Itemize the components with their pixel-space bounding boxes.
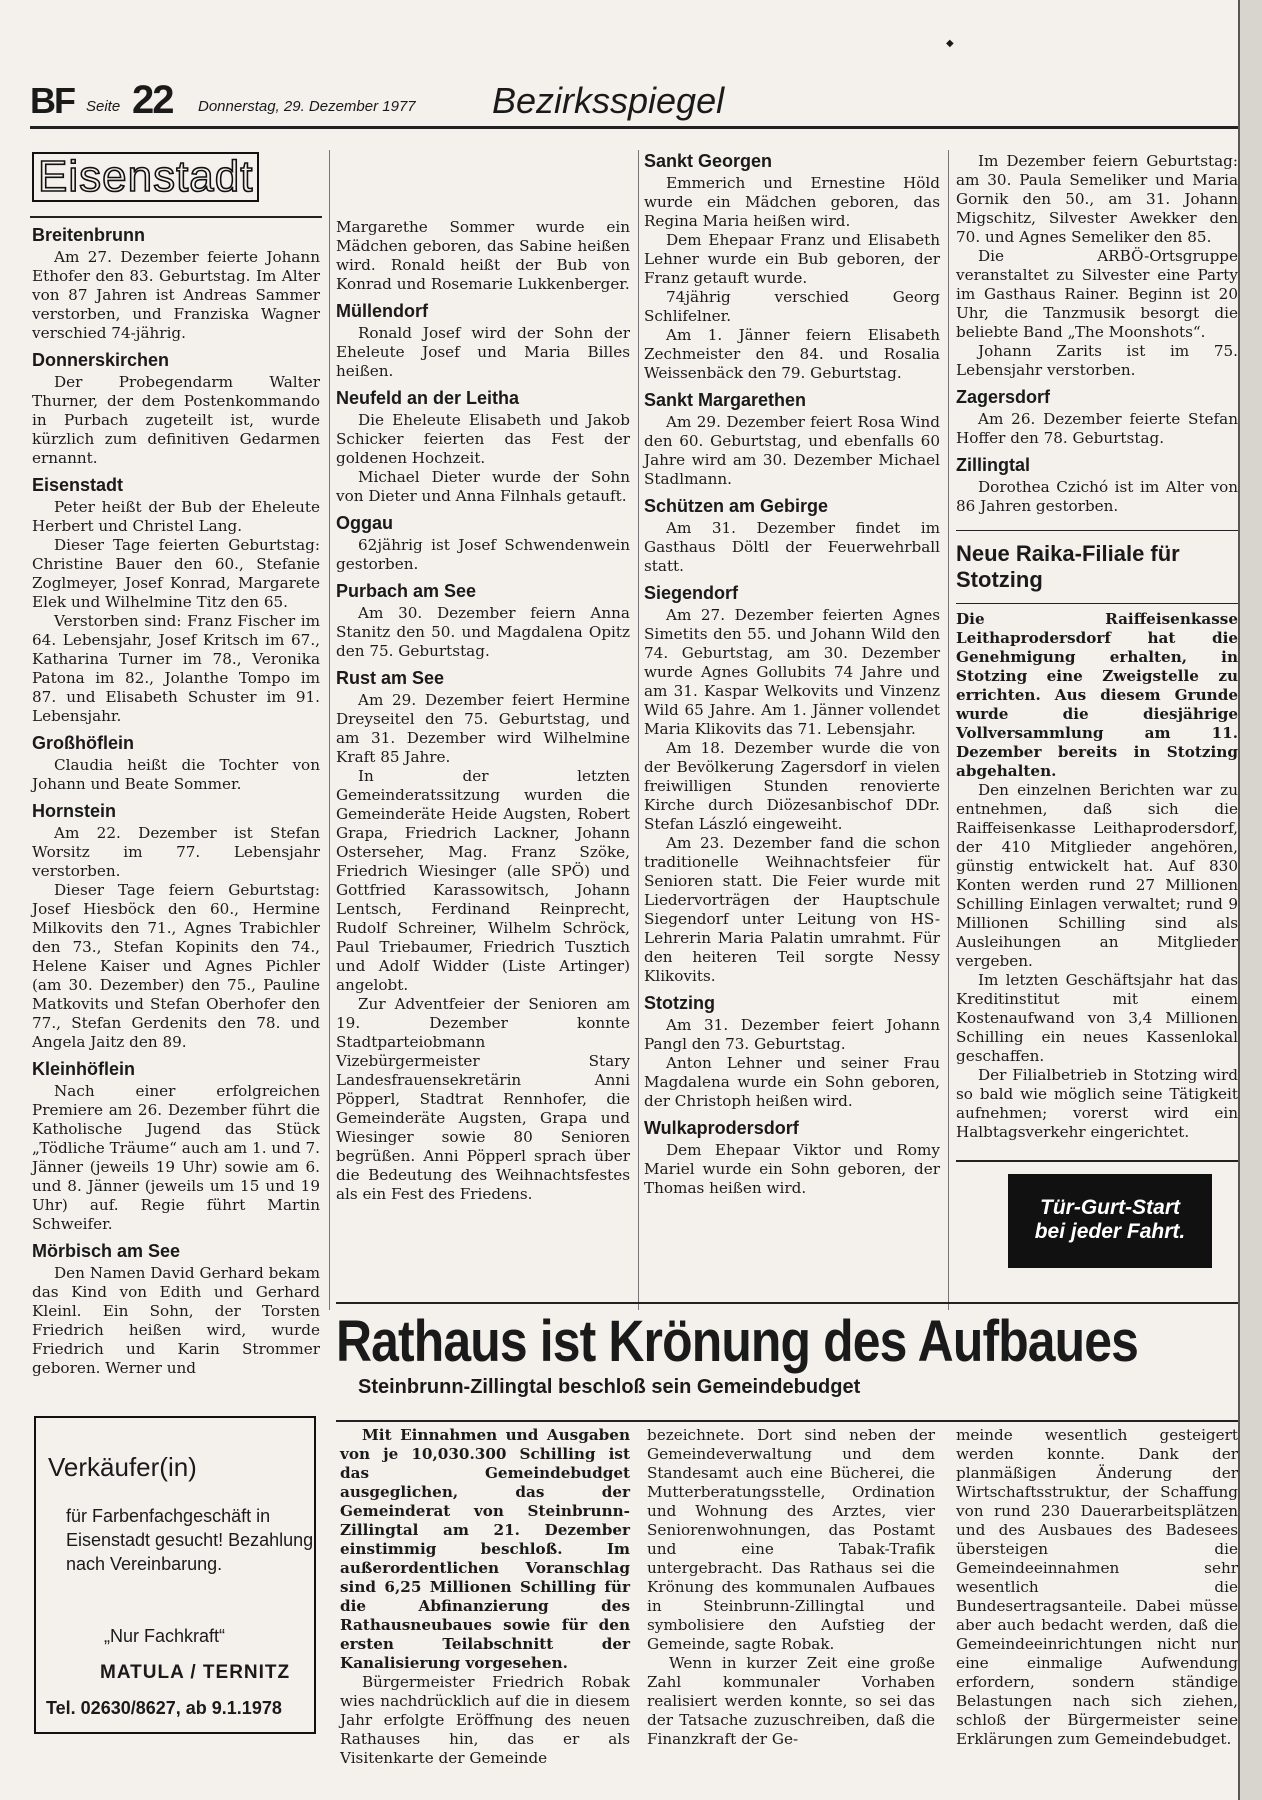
rathaus-paragraph: Bürgermeister Friedrich Robak wies nachdrücklich auf die in diesem Jahr erfolgte Eröffnung des neuen Rathauses hin, das er als Visitenkarte der Gemeinde	[340, 1673, 630, 1767]
col1-top-rule	[30, 216, 322, 218]
col-divider-1	[329, 150, 330, 1310]
news-paragraph: Am 30. Dezember feiern Anna Stanitz den 50. und Magdalena Opitz den 75. Geburtstag.	[336, 604, 630, 660]
raika-paragraph: Der Filialbetrieb in Stotzing wird so bald wie möglich seine Tätigkeit aufnehmen; vorerst wird ein Halbtagsverkehr eingerichtet.	[956, 1066, 1238, 1141]
news-paragraph: Nach einer erfolgreichen Premiere am 26. Dezember führt die Katholische Jugend das Stück „Tödliche Träume“ auch am 1. und 7. Jänner (jeweils 19 Uhr) sowie am 6. und 8. Jänner (jeweils um 15 und 19 Uhr) auf. Regie führt Martin Schweifer.	[32, 1082, 320, 1233]
news-paragraph: Den Namen David Gerhard bekam das Kind von Edith und Gerhard Kleinl. Ein Sohn, der Torsten Friedrich heißen wird, wurde Friedrich und Karin Strommer geboren. Werner und	[32, 1264, 320, 1377]
rathaus-lead: Mit Einnahmen und Ausgaben von je 10,030.300 Schilling ist das Gemeindebudget ausgeglichen, das der Gemeinderat von Steinbrunn-Zillingtal am 21. Dezember einstimmig beschloß. Im außerordentlichen Voranschlag sind 6,25 Millionen Schilling für die Abfinanzierung des Rathausneubaues sowie für den ersten Teilabschnitt der Kanalisierung vorgesehen.	[340, 1426, 630, 1672]
town-heading: Mörbisch am See	[32, 1241, 181, 1261]
news-paragraph: Peter heißt der Bub der Eheleute Herbert und Christel Lang.	[32, 498, 320, 535]
section-title: Bezirksspiegel	[492, 80, 725, 121]
column-2	[336, 218, 630, 1204]
town-heading: Zillingtal	[956, 455, 1030, 475]
news-paragraph: Am 22. Dezember ist Stefan Worsitz im 77. Lebensjahr verstorben.	[32, 824, 320, 880]
town-heading: Neufeld an der Leitha	[336, 388, 520, 408]
news-paragraph: Claudia heißt die Tochter von Johann und Beate Sommer.	[32, 756, 320, 793]
seatbelt-ad	[1008, 1174, 1212, 1268]
news-paragraph: Am 31. Dezember findet im Gasthaus Döltl der Feuerwehrball statt.	[644, 519, 940, 575]
news-paragraph: Der Probegendarm Walter Thurner, der dem Postenkommando in Purbach zugeteilt ist, wurde kürzlich zum definitiven Gedarmen ernannt.	[32, 373, 320, 467]
news-paragraph: 62jährig ist Josef Schwendenwein gestorben.	[336, 536, 630, 573]
town-heading: Schützen am Gebirge	[644, 496, 829, 516]
page-number: 22	[132, 78, 173, 122]
news-paragraph: Ronald Josef wird der Sohn der Eheleute Josef und Maria Billes heißen.	[336, 324, 630, 380]
news-paragraph: Anton Lehner und seiner Frau Magdalena wurde ein Sohn geboren, der Christoph heißen wird.	[644, 1054, 940, 1110]
news-paragraph: Im Dezember feiern Geburtstag: am 30. Paula Semeliker und Maria Gornik den 50., am 31. Johann Migschitz, Silvester Awekker den 70. und Agnes Semeliker den 85.	[956, 152, 1238, 246]
news-paragraph: Verstorben sind: Franz Fischer im 64. Lebensjahr, Josef Kritsch im 67., Katharina Turner im 78., Veronika Patona im 82., Jolanthe Tompo im 87. und Elisabeth Schuster im 91. Lebensjahr.	[32, 612, 320, 725]
news-paragraph: Die ARBÖ-Ortsgruppe veranstaltet zu Silvester eine Party im Gasthaus Rainer. Beginn ist 20 Uhr, die Tanzmusik besorgt die beliebte Band „The Moonshots“.	[956, 247, 1238, 341]
job-ad-quote: „Nur Fachkraft“	[104, 1626, 226, 1646]
rathaus-paragraph: bezeichnete. Dort sind neben der Gemeindeverwaltung und dem Standesamt auch eine Bücherei, die Mutterberatungsstelle, Ordination und Wohnung des Arztes, vier Seniorenwohnungen, das Postamt und eine Tabak-Trafik untergebracht. Das Rathaus sei die Krönung des kommunalen Aufbaues in Steinbrunn-Zillingtal und symbolisiere den Aufstieg der Gemeinde, sagte Robak.	[647, 1426, 935, 1653]
job-ad-phone: Tel. 02630/8627, ab 9.1.1978	[46, 1698, 282, 1718]
town-heading: Müllendorf	[336, 301, 428, 321]
town-heading: Kleinhöflein	[32, 1059, 135, 1079]
headline-top-rule	[336, 1302, 1238, 1304]
masthead-seite-label: Seite	[86, 98, 121, 115]
rathaus-column-1	[340, 1426, 630, 1768]
job-ad-body: für Farbenfachgeschäft in Eisenstadt gesucht! Bezahlung nach Vereinbarung.	[66, 1506, 314, 1574]
news-paragraph: Am 27. Dezember feierten Agnes Simetits den 55. und Johann Wild den 74. Geburtstag, am 30. Dezember wurde Agnes Gollubits 74 Jahre und am 31. Kaspar Welkovits und Vinzenz Wild 65 Jahre. Am 1. Jänner vollendet Maria Klikovits das 71. Lebensjahr.	[644, 606, 940, 738]
page-edge	[1240, 0, 1262, 1800]
news-paragraph: Am 31. Dezember feiert Johann Pangl den 73. Geburtstag.	[644, 1016, 940, 1053]
news-paragraph: Emmerich und Ernestine Höld wurde ein Mädchen geboren, das Regina Maria heißen wird.	[644, 174, 940, 230]
subhead-rule	[336, 1420, 1238, 1422]
job-ad-company: MATULA / TERNITZ	[100, 1662, 291, 1683]
town-heading: Donnerskirchen	[32, 350, 170, 370]
column-3	[644, 150, 940, 1198]
rathaus-paragraph: meinde wesentlich gesteigert werden konnte. Dank der planmäßigen Änderung der Wirtschaftsstruktur, der Schaffung von rund 230 Dauerarbeitsplätzen und des Ausbaues des Badesees übersteigen die Gemeindeeinnahmen sehr wesentlich die Bundesertragsanteile. Dabei müsse aber auch bedacht werden, daß die Gemeindeeinrichtungen nicht nur eine einmalige Aufwendung erfordern, sondern ständige Belastungen nach sich ziehen, schloß der Bürgermeister seine Erklärungen zum Gemeindebudget.	[956, 1426, 1238, 1748]
news-paragraph: Am 23. Dezember fand die schon traditionelle Weihnachtsfeier für Senioren statt. Die Feier wurde mit Liedervorträgen der Hauptschule Siegendorf unter Leitung von HS-Lehrerin Maria Palatin umrahmt. Für den heiteren Teil sorgte Nessy Klikovits.	[644, 834, 940, 985]
job-ad-title: Verkäufer(in)	[48, 1452, 197, 1482]
town-heading: Rust am See	[336, 668, 445, 688]
masthead-rule	[30, 126, 1240, 129]
news-paragraph: Zur Adventfeier der Senioren am 19. Dezember konnte Stadtparteiobmann Vizebürgermeister Stary Landesfrauensekretärin Anni Pöpperl, Stadtrat Rennhofer, die Gemeinderäte Augsten, Grapa und Wiesinger sowie 80 Senioren begrüßen. Anni Pöpperl sprach über die Bedeutung des Weihnachtsfestes als ein Fest des Friedens.	[336, 995, 630, 1203]
news-paragraph: Am 18. Dezember wurde die von der Bevölkerung Zagersdorf in vielen freiwilligen Stunden renovierte Kirche durch Diözesanbischof DDr. Stefan László eingeweiht.	[644, 739, 940, 833]
news-paragraph: Dieser Tage feiern Geburtstag: Josef Hiesböck den 60., Hermine Milkovits den 71., Agnes Trabichler den 73., Stefan Kopinits den 74., Helene Kaiser und Agnes Pichler (am 30. Dezember) den 75., Pauline Matkovits und Stefan Oberhofer den 77., Stefan Gerdenits den 78. und Angela Jaitz den 89.	[32, 881, 320, 1051]
town-heading: Breitenbrunn	[32, 225, 146, 245]
news-paragraph: Dorothea Czichó ist im Alter von 86 Jahren gestorben.	[956, 478, 1238, 515]
job-ad	[34, 1416, 316, 1734]
column-4	[956, 152, 1238, 1142]
rathaus-subheadline: Steinbrunn-Zillingtal beschloß sein Gemeindebudget	[358, 1376, 861, 1398]
news-paragraph: Dem Ehepaar Viktor und Romy Mariel wurde ein Sohn geboren, der Thomas heißen wird.	[644, 1141, 940, 1197]
news-paragraph: Die Eheleute Elisabeth und Jakob Schicker feierten das Fest der goldenen Hochzeit.	[336, 411, 630, 467]
town-heading: Sankt Georgen	[644, 151, 773, 171]
rathaus-headline: Rathaus ist Krönung des Aufbaues	[336, 1309, 1139, 1374]
raika-paragraph: Den einzelnen Berichten war zu entnehmen, daß sich die Raiffeisenkasse Leithaprodersdorf, der 410 Mitglieder angehören, günstig entwickelt hat. Auf 830 Konten werden rund 27 Millionen Schilling Einlagen verwaltet; rund 9 Millionen Schilling sind als Ausleihungen an Mitglieder vergeben.	[956, 781, 1238, 970]
town-heading: Siegendorf	[644, 583, 739, 603]
ad-top-rule	[956, 1160, 1238, 1162]
raika-lead: Die Raiffeisenkasse Leithaprodersdorf hat die Genehmigung erhalten, in Stotzing eine Zweigstelle zu errichten. Aus diesem Grunde wurde die diesjährige Vollversammlung am 11. Dezember bereits in Stotzing abgehalten.	[956, 610, 1238, 780]
news-paragraph: Am 29. Dezember feiert Rosa Wind den 60. Geburtstag, und ebenfalls 60 Jahre wird am 30. Dezember Michael Stadlmann.	[644, 413, 940, 488]
news-paragraph: Am 29. Dezember feiert Hermine Dreyseitel den 75. Geburtstag, und am 31. Dezember wird Wilhelmine Kraft 85 Jahre.	[336, 691, 630, 766]
masthead-logo: BF	[30, 80, 74, 121]
town-heading: Oggau	[336, 513, 393, 533]
seatbelt-ad-line2: bei jeder Fahrt.	[1034, 1220, 1186, 1243]
rathaus-paragraph: Wenn in kurzer Zeit eine große Zahl kommunaler Vorhaben realisiert werden konnte, so sei das der Tatsache zuzuschreiben, daß die Finanzkraft der Ge-	[647, 1654, 935, 1748]
town-heading: Eisenstadt	[32, 475, 124, 495]
col-divider-2	[638, 150, 639, 1310]
print-dot: ◆	[946, 38, 954, 49]
news-paragraph: Johann Zarits ist im 75. Lebensjahr verstorben.	[956, 342, 1238, 379]
news-paragraph: Dem Ehepaar Franz und Elisabeth Lehner wurde ein Bub geboren, der Franz getauft wurde.	[644, 231, 940, 287]
news-paragraph: In der letzten Gemeinderatssitzung wurden die Gemeinderäte Heide Augsten, Robert Grapa, Friedrich Lackner, Johann Osterseher, Mag. Franz Szöke, Friedrich Wiesinger (alle SPÖ) und Gottfried Karassowitsch, Johann Lentsch, Ferdinand Reinprecht, Rudolf Schreiner, Wilhelm Schröck, Paul Triebaumer, Friedrich Tusztich und Adolf Widder (Liste Artinger) angelobt.	[336, 767, 630, 994]
town-heading: Purbach am See	[336, 581, 477, 601]
masthead-date: Donnerstag, 29. Dezember 1977	[198, 98, 416, 115]
news-paragraph: Am 1. Jänner feiern Elisabeth Zechmeister den 84. und Rosalia Weissenbäck den 79. Geburtstag.	[644, 326, 940, 382]
town-heading: Großhöflein	[32, 733, 134, 753]
raika-article	[956, 530, 1238, 1142]
col-divider-3	[948, 150, 949, 1310]
rathaus-column-2	[647, 1426, 935, 1749]
raika-headline: Neue Raika-Filiale für Stotzing	[956, 541, 1180, 592]
town-heading: Wulkaprodersdorf	[644, 1118, 799, 1138]
town-heading: Hornstein	[32, 801, 117, 821]
eisenstadt-title: Eisenstadt	[32, 152, 259, 202]
news-paragraph: Michael Dieter wurde der Sohn von Dieter und Anna Filnhals getauft.	[336, 468, 630, 505]
news-paragraph: Am 26. Dezember feierte Stefan Hoffer den 78. Geburtstag.	[956, 410, 1238, 447]
raika-paragraph: Im letzten Geschäftsjahr hat das Kreditinstitut mit einem Kostenaufwand von 3,4 Millionen Schilling ein neues Kassenlokal geschaffen.	[956, 971, 1238, 1065]
seatbelt-ad-line1: Tür-Gurt-Start	[1040, 1196, 1180, 1219]
column-1	[32, 224, 320, 1378]
news-paragraph: Margarethe Sommer wurde ein Mädchen geboren, das Sabine heißen wird. Ronald heißt der Bub von Konrad und Rosemarie Lukkenberger.	[336, 218, 630, 293]
news-paragraph: 74jährig verschied Georg Schlifelner.	[644, 288, 940, 325]
news-paragraph: Dieser Tage feierten Geburtstag: Christine Bauer den 60., Stefanie Zoglmeyer, Josef Konrad, Margarete Elek und Wilhelmine Titz den 65.	[32, 536, 320, 611]
town-heading: Sankt Margarethen	[644, 390, 807, 410]
town-heading: Zagersdorf	[956, 387, 1051, 407]
town-heading: Stotzing	[644, 993, 715, 1013]
rathaus-column-3	[956, 1426, 1238, 1749]
news-paragraph: Am 27. Dezember feierte Johann Ethofer den 83. Geburtstag. Im Alter von 87 Jahren ist Andreas Sammer verstorben, und Franziska Wagner verschied 74-jährig.	[32, 248, 320, 342]
